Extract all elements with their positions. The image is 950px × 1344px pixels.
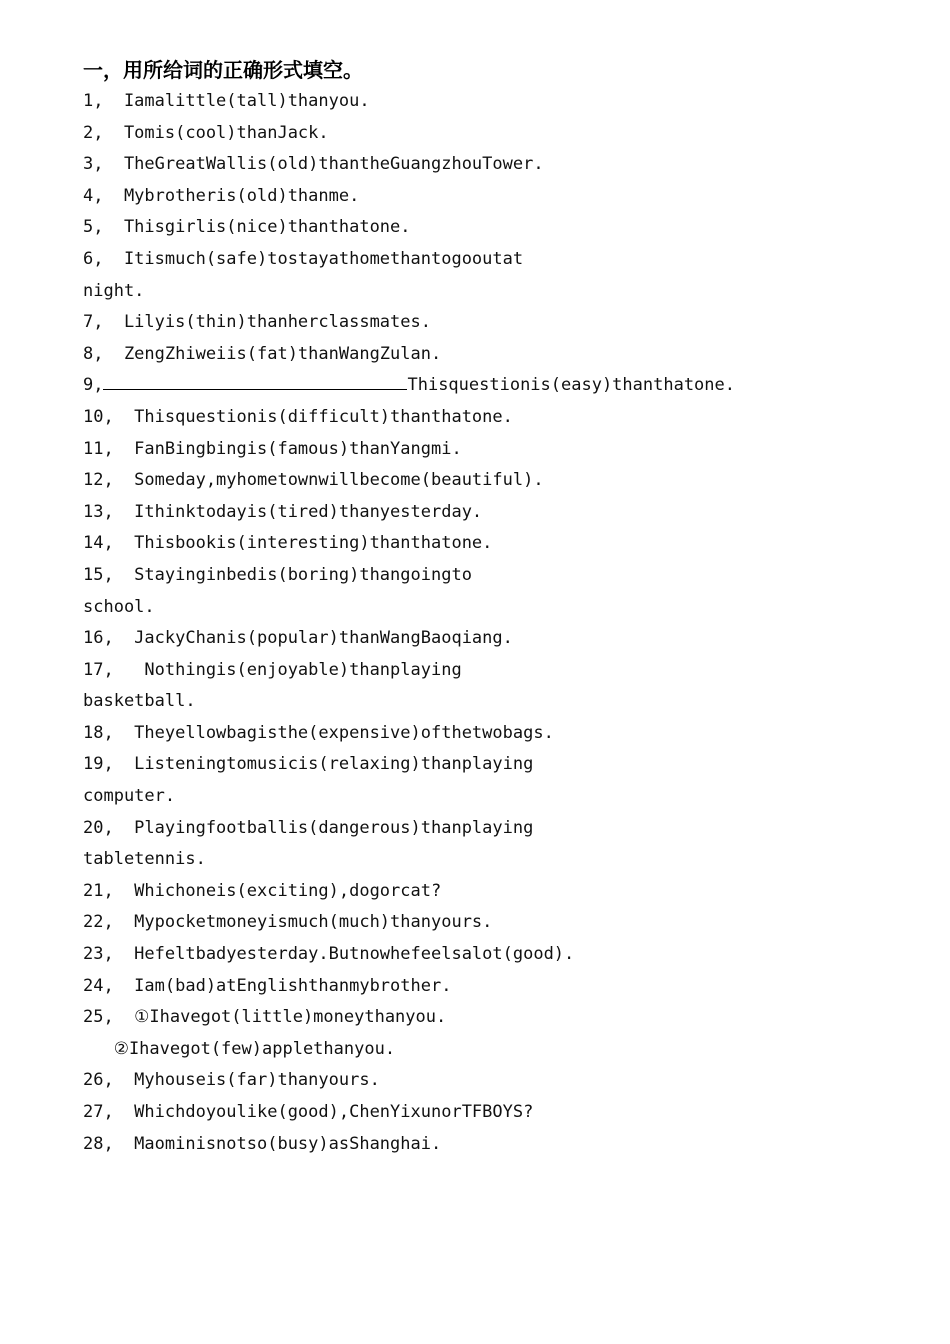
exercise-line: 12, Someday,myhometownwillbecome(beautiful). — [83, 470, 544, 491]
exercise-line: 25, ①Ihavegot(little)moneythanyou. — [83, 1007, 447, 1028]
exercise-line-with-blank — [83, 370, 883, 402]
exercise-line: 28, Maominisnotso(busy)asShanghai. — [83, 1133, 442, 1154]
exercise-line: 22, Mypocketmoneyismuch(much)thanyours. — [83, 912, 493, 933]
exercise-line: 8, ZengZhiweiis(fat)thanWangZulan. — [83, 343, 442, 364]
exercise-line: 7, Lilyis(thin)thanherclassmates. — [83, 312, 431, 333]
exercise-line: 19, Listeningtomusicis(relaxing)thanplaying — [83, 754, 534, 775]
exercise-line: 1, Iamalittle(tall)thanyou. — [83, 91, 370, 111]
exercise-line: 4, Mybrotheris(old)thanme. — [83, 185, 360, 206]
exercise-number: 9, — [83, 375, 104, 396]
exercise-line: 11, FanBingbingis(famous)thanYangmi. — [83, 438, 462, 459]
section-heading: 一，用所给词的正确形式填空。 — [83, 58, 363, 82]
exercise-line: 16, JackyChanis(popular)thanWangBaoqiang. — [83, 628, 513, 649]
exercise-line: 20, Playingfootballis(dangerous)thanplaying — [83, 817, 534, 838]
exercise-line: 18, Theyellowbagisthe(expensive)ofthetwobags. — [83, 722, 554, 743]
exercise-line: 2, Tomis(cool)thanJack. — [83, 122, 329, 143]
answer-blank[interactable] — [103, 371, 407, 390]
exercise-text: Thisquestionis(easy)thanthatone. — [407, 375, 735, 396]
exercise-line: school. — [83, 596, 155, 617]
exercise-line: computer. — [83, 786, 176, 807]
exercise-line: 17, Nothingis(enjoyable)thanplaying — [83, 659, 462, 680]
exercise-line: basketball. — [83, 691, 196, 712]
exercise-line: night. — [83, 280, 145, 301]
exercise-line: 14, Thisbookis(interesting)thanthatone. — [83, 533, 493, 554]
exercise-line: 3, TheGreatWallis(old)thantheGuangzhouTower. — [83, 154, 544, 175]
exercise-line: 10, Thisquestionis(difficult)thanthatone. — [83, 406, 513, 427]
exercise-list — [83, 86, 883, 1160]
exercise-line: 5, Thisgirlis(nice)thanthatone. — [83, 217, 411, 238]
exercise-line: tabletennis. — [83, 849, 206, 870]
exercise-line: 21, Whichoneis(exciting),dogorcat? — [83, 880, 442, 901]
exercise-line: 13, Ithinktodayis(tired)thanyesterday. — [83, 501, 483, 522]
exercise-line: 27, Whichdoyoulike(good),ChenYixunorTFBOYS? — [83, 1102, 534, 1122]
exercise-line: 23, Hefeltbadyesterday.Butnowhefeelsalot(good). — [83, 944, 575, 965]
exercise-line: 15, Stayinginbedis(boring)thangoingto — [83, 564, 472, 585]
exercise-line: 26, Myhouseis(far)thanyours. — [83, 1070, 380, 1091]
exercise-line: 24, Iam(bad)atEnglishthanmybrother. — [83, 975, 452, 996]
exercise-line: 6, Itismuch(safe)tostayathomethantogooutat — [83, 248, 524, 269]
exercise-line: ②Ihavegot(few)applethanyou. — [83, 1038, 396, 1059]
